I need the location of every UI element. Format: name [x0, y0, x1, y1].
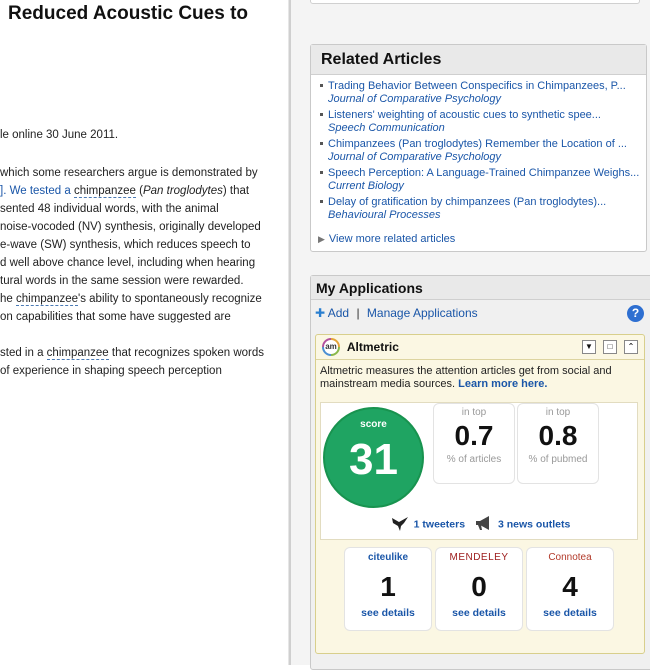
- my-applications-panel: [310, 275, 650, 670]
- maximize-icon[interactable]: □: [603, 340, 617, 354]
- related-article-journal[interactable]: Journal of Comparative Psychology: [328, 93, 502, 105]
- altmetric-header: [316, 335, 644, 360]
- bullet-icon: [320, 113, 323, 116]
- abstract: [0, 164, 290, 380]
- manage-applications-link[interactable]: Manage Applications: [366, 306, 478, 320]
- view-more-label: View more related articles: [328, 233, 456, 245]
- rank-articles-value: 0.7: [454, 420, 494, 451]
- related-article-journal[interactable]: Behavioural Processes: [328, 209, 441, 221]
- abstract-line: e-wave (SW) synthesis, which reduces speech to: [0, 239, 251, 251]
- mendeley-logo: MENDELEY: [449, 552, 509, 563]
- rank-pubmed-box: [517, 403, 599, 484]
- related-article-item: [320, 109, 646, 138]
- abstract-text: he: [0, 293, 16, 305]
- rank-articles-label: % of articles: [446, 454, 502, 465]
- article-pane: [0, 0, 290, 665]
- add-icon[interactable]: ✚: [315, 306, 326, 320]
- collapse-icon[interactable]: ⌃: [624, 340, 638, 354]
- mendeley-tile: [435, 547, 523, 631]
- altmetric-description: Altmetric measures the attention articles get from social and mainstream media sources. Learn more here.: [320, 365, 612, 390]
- my-applications-header: My Applications: [311, 276, 650, 300]
- related-article-journal[interactable]: Journal of Comparative Psychology: [328, 151, 502, 163]
- help-icon[interactable]: ?: [627, 305, 644, 322]
- mendeley-details-link[interactable]: see details: [452, 607, 506, 619]
- social-mentions-row: [316, 515, 644, 534]
- rank-pubmed-label: % of pubmed: [528, 454, 588, 465]
- chevron-right-icon: ▶: [318, 234, 325, 244]
- keyword-link[interactable]: chimpanzee: [73, 185, 136, 197]
- abstract-line: of experience in shaping speech perception: [0, 365, 222, 377]
- abstract-line: on capabilities that some have suggested are: [0, 311, 231, 323]
- citeulike-count: 1: [380, 571, 396, 602]
- abstract-line: [0, 182, 290, 200]
- learn-more-link[interactable]: Learn more here.: [458, 378, 548, 390]
- article-title: Reduced Acoustic Cues to: [8, 3, 249, 24]
- sidebar: [291, 0, 650, 665]
- abstract-text: sted in a: [0, 347, 47, 359]
- score-label: score: [360, 419, 387, 430]
- view-more-related-link[interactable]: [318, 233, 455, 245]
- bullet-icon: [320, 84, 323, 87]
- abstract-line: noise-vocoded (NV) synthesis, originally developed: [0, 221, 261, 233]
- reader-tiles: [344, 547, 619, 631]
- twitter-bird-icon: [390, 515, 410, 534]
- reference-link[interactable]: ]. We tested a: [0, 185, 74, 197]
- related-article-item: [320, 80, 646, 109]
- related-article-item: [320, 138, 646, 167]
- dropdown-icon[interactable]: ▼: [582, 340, 596, 354]
- mendeley-count: 0: [471, 571, 487, 602]
- related-article-link[interactable]: Chimpanzees (Pan troglodytes) Remember the Location of ...: [328, 138, 627, 150]
- related-articles-list: [311, 75, 646, 225]
- abstract-line: [0, 344, 290, 362]
- score-value: 31: [349, 435, 398, 484]
- related-articles-panel: [310, 44, 647, 252]
- bullet-icon: [320, 142, 323, 145]
- abstract-text: ) that: [222, 185, 250, 197]
- altmetric-title: Altmetric: [346, 340, 399, 355]
- rank-articles-box: [433, 403, 515, 484]
- connotea-count: 4: [562, 571, 578, 602]
- tweeters-link[interactable]: 1 tweeters: [413, 518, 466, 531]
- bullet-icon: [320, 200, 323, 203]
- related-articles-header: Related Articles: [311, 45, 646, 75]
- abstract-text: that recognizes spoken words: [108, 347, 265, 359]
- in-top-label: in top: [461, 407, 487, 418]
- connotea-details-link[interactable]: see details: [543, 607, 597, 619]
- related-article-journal[interactable]: Speech Communication: [328, 122, 445, 134]
- abstract-line: sented 48 individual words, with the animal: [0, 203, 219, 215]
- megaphone-icon: [474, 515, 494, 534]
- abstract-line: d well above chance level, including when hearing: [0, 257, 256, 269]
- connotea-tile: [526, 547, 614, 631]
- related-article-link[interactable]: Speech Perception: A Language-Trained Chimpanzee Weighs...: [328, 167, 640, 179]
- separator: |: [356, 306, 360, 320]
- keyword-link[interactable]: chimpanzee: [16, 293, 79, 305]
- abstract-line: [0, 290, 290, 308]
- publication-date-line: le online 30 June 2011.: [0, 129, 119, 141]
- altmetric-widget: [315, 334, 645, 654]
- abstract-line: tural words in the same session were rewarded.: [0, 275, 244, 287]
- rank-pubmed-value: 0.8: [538, 420, 578, 451]
- related-article-link[interactable]: Delay of gratification by chimpanzees (Pan troglodytes)...: [328, 196, 607, 208]
- connotea-logo: Connotea: [548, 552, 592, 563]
- altmetric-logo-icon: am: [322, 338, 340, 356]
- abstract-line: which some researchers argue is demonstrated by: [0, 167, 258, 179]
- citeulike-details-link[interactable]: see details: [361, 607, 415, 619]
- citeulike-logo: citeulike: [367, 552, 409, 563]
- related-article-link[interactable]: Listeners' weighting of acoustic cues to synthetic spee...: [328, 109, 601, 121]
- abstract-text: (: [135, 185, 143, 197]
- altmetric-score-badge[interactable]: [323, 407, 424, 508]
- species-name: Pan troglodytes: [142, 185, 223, 197]
- in-top-label: in top: [545, 407, 571, 418]
- related-article-item: [320, 167, 646, 196]
- previous-panel-edge: [310, 0, 640, 4]
- related-article-link[interactable]: Trading Behavior Between Conspecifics in Chimpanzees, P...: [328, 80, 626, 92]
- applications-toolbar: [311, 300, 650, 328]
- news-outlets-link[interactable]: 3 news outlets: [497, 518, 571, 531]
- related-article-item: [320, 196, 646, 225]
- related-article-journal[interactable]: Current Biology: [328, 180, 404, 192]
- citeulike-tile: [344, 547, 432, 631]
- add-application-link[interactable]: Add: [327, 306, 350, 320]
- abstract-text: 's ability to spontaneously recognize: [78, 293, 262, 305]
- bullet-icon: [320, 171, 323, 174]
- keyword-link[interactable]: chimpanzee: [46, 347, 109, 359]
